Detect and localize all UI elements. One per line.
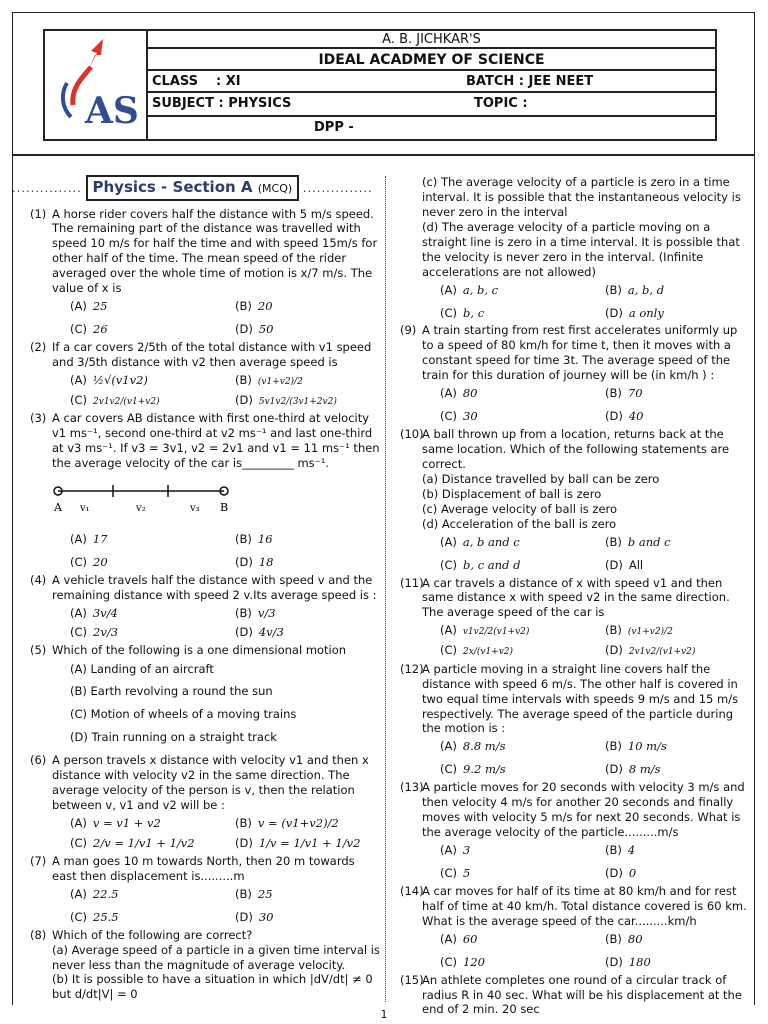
option-a[interactable]: (A) ½√(v1v2) bbox=[70, 372, 148, 387]
option-b[interactable]: (B) 25 bbox=[235, 886, 273, 901]
statement-b: (b) It is possible to have a situation in which |dV/dt| ≠ 0 but d/dt|V| = 0 bbox=[52, 972, 373, 1002]
options bbox=[440, 739, 752, 777]
option-a[interactable]: (A) a, b and c bbox=[440, 534, 520, 549]
question-text: A car covers AB distance with first one-third at velocity v1 ms⁻¹, second one-third at v2 ms⁻¹ and last one-third at v3 ms⁻¹. If v3 = 3v1, v2 = 2v1 and v1 = 11 ms⁻¹ then the average velocity of the car is_________ ms⁻¹. bbox=[52, 411, 380, 471]
question-14 bbox=[400, 884, 752, 970]
section-title bbox=[86, 175, 300, 201]
options bbox=[440, 386, 752, 424]
question-number: (1) bbox=[30, 206, 47, 221]
option-a[interactable]: (A) a, b, c bbox=[440, 282, 499, 297]
question-text: A car moves for half of its time at 80 km/h and for rest half of time at 40 km/h. Total distance covered is 60 km. What is the average speed of the car.........km/h bbox=[422, 883, 747, 928]
class-value: : XI bbox=[216, 74, 241, 89]
statement-b: (b) Displacement of ball is zero bbox=[422, 486, 602, 501]
question-4 bbox=[30, 573, 380, 640]
question-number: (12) bbox=[400, 661, 424, 676]
question-number: (8) bbox=[30, 927, 47, 942]
options bbox=[440, 283, 752, 321]
diagram-label-v2: v₂ bbox=[136, 503, 146, 514]
question-number: (2) bbox=[30, 340, 47, 354]
option-a[interactable]: (A) Landing of an aircraft bbox=[70, 661, 214, 676]
option-c[interactable]: (C) 2v1v2/(v1+v2) bbox=[70, 392, 160, 407]
options bbox=[70, 299, 380, 337]
options bbox=[440, 623, 752, 658]
option-d[interactable]: (D) 4v/3 bbox=[235, 624, 284, 639]
option-c[interactable]: (C) 2/v = 1/v1 + 1/v2 bbox=[70, 835, 195, 850]
section-tag: (MCQ) bbox=[257, 182, 293, 195]
option-a[interactable]: (A) 25 bbox=[70, 299, 108, 314]
option-d[interactable]: (D) 0 bbox=[605, 865, 637, 880]
option-d[interactable]: (D) a only bbox=[605, 305, 664, 320]
option-a[interactable]: (A) 8.8 m/s bbox=[440, 739, 506, 754]
options bbox=[70, 532, 380, 570]
option-b[interactable]: (B) (v1+v2)/2 bbox=[605, 623, 673, 638]
option-b[interactable]: (B) 80 bbox=[605, 931, 643, 946]
option-d[interactable]: (D) 8 m/s bbox=[605, 762, 661, 777]
header-line1-row bbox=[148, 31, 715, 49]
question-text: A vehicle travels half the distance with speed v and the remaining distance with speed 2 v.Its average speed is : bbox=[52, 572, 377, 602]
question-text: Which of the following are correct? bbox=[52, 927, 253, 942]
option-b[interactable]: (B) 70 bbox=[605, 386, 643, 401]
diagram-label-b: B bbox=[220, 501, 229, 514]
option-d[interactable]: (D) All bbox=[605, 557, 644, 572]
class-label: CLASS bbox=[152, 74, 199, 89]
header-line2-row bbox=[148, 49, 715, 71]
question-text: A man goes 10 m towards North, then 20 m towards east then displacement is.........m bbox=[52, 853, 355, 883]
option-c[interactable]: (C) 25.5 bbox=[70, 909, 119, 924]
section-heading bbox=[12, 175, 380, 201]
question-text: A train starting from rest first accelerates uniformly up to a speed of 80 km/h for time t, then it moves with a constant speed for time 3t. The average speed of the train for this duration of journey will be (in km/h ) : bbox=[422, 323, 738, 383]
question-number: (7) bbox=[30, 853, 47, 868]
question-number: (15) bbox=[400, 972, 424, 987]
options bbox=[440, 843, 752, 881]
option-c[interactable]: (C) b, c bbox=[440, 305, 485, 320]
question-1 bbox=[30, 207, 380, 338]
question-text: A person travels x distance with velocity v1 and then x distance with velocity v2 in the same direction. The average velocity of the person is v, then the relation between v, v1 and v2 will be : bbox=[52, 753, 369, 813]
question-text: If a car covers 2/5th of the total distance with v1 speed and 3/5th distance with v2 then average speed is bbox=[52, 340, 372, 369]
option-c[interactable]: (C) 120 bbox=[440, 954, 485, 969]
academy-logo bbox=[45, 31, 145, 139]
question-number: (6) bbox=[30, 753, 47, 768]
option-d[interactable]: (D) 2v1v2/(v1+v2) bbox=[605, 643, 696, 657]
question-8 bbox=[30, 928, 380, 1003]
option-b[interactable]: (B) b and c bbox=[605, 534, 671, 549]
statement-d: (d) The average velocity of a particle moving on a straight line is zero in a time interval. It is possible that the velocity is never zero in the interval. (Infinite accelerations are not allowed) bbox=[422, 219, 740, 279]
option-c[interactable]: (C) Motion of wheels of a moving trains bbox=[70, 707, 297, 722]
question-text: A horse rider covers half the distance with 5 m/s speed. The remaining part of the distance was travelled with speed 10 m/s for half the time and with speed 15m/s for other half of the time. The mean speed of the rider averaged over the whole time of motion is x/7 m/s. The value of x is bbox=[52, 206, 378, 296]
option-a[interactable]: (A) 3 bbox=[440, 843, 471, 857]
option-c[interactable]: (C) 20 bbox=[70, 554, 108, 569]
option-c[interactable]: (C) 2v/3 bbox=[70, 624, 119, 639]
section-dots-right: ............... bbox=[302, 181, 373, 195]
option-b[interactable]: (B) 10 m/s bbox=[605, 739, 667, 754]
question-number: (5) bbox=[30, 642, 47, 657]
option-d[interactable]: (D) 40 bbox=[605, 409, 644, 424]
question-number: (14) bbox=[400, 883, 424, 898]
question-text: A car travels a distance of x with speed v1 and then same distance x with speed v2 in the same direction. The average speed of the car is bbox=[422, 575, 730, 620]
question-5 bbox=[30, 643, 380, 746]
option-c[interactable]: (C) 26 bbox=[70, 322, 108, 337]
right-column bbox=[400, 175, 752, 1019]
subject-row bbox=[148, 93, 715, 117]
option-d[interactable]: (D) 1/v = 1/v1 + 1/v2 bbox=[235, 835, 361, 850]
dpp-row bbox=[148, 117, 715, 141]
option-d[interactable]: (D) 30 bbox=[235, 909, 274, 924]
option-d[interactable]: (D) 18 bbox=[235, 554, 274, 569]
question-12 bbox=[400, 662, 752, 778]
options bbox=[70, 887, 380, 925]
question-text: A particle moves for 20 seconds with velocity 3 m/s and then velocity 4 m/s for another 20 seconds and finally moves with velocity 5 m/s for next 20 seconds. What is the average velocity of the particle.........m/s bbox=[422, 780, 745, 840]
dpp-label: DPP - bbox=[314, 120, 354, 135]
option-b[interactable]: (B) v = (v1+v2)/2 bbox=[235, 816, 339, 830]
question-3 bbox=[30, 411, 380, 570]
question-text: A particle moving in a straight line covers half the distance with speed 6 m/s. The other half is covered in two equal time intervals with speeds 9 m/s and 15 m/s respectively. The average speed of the particle during the motion is : bbox=[422, 661, 739, 736]
question-number: (9) bbox=[400, 323, 417, 338]
option-b[interactable]: (B) 4 bbox=[605, 843, 636, 857]
option-a[interactable]: (A) 17 bbox=[70, 531, 108, 546]
section-title-text: Physics - Section A bbox=[92, 178, 253, 196]
question-6 bbox=[30, 753, 380, 851]
options bbox=[70, 662, 380, 746]
option-c[interactable]: (C) 9.2 m/s bbox=[440, 762, 506, 777]
topic-label: TOPIC : bbox=[474, 96, 528, 111]
statement-c: (c) The average velocity of a particle is zero in a time interval. It is possible that the instantaneous velocity is never zero in the interval bbox=[422, 175, 741, 219]
statement-c: (c) Average velocity of ball is zero bbox=[422, 501, 618, 516]
statement-d: (d) Acceleration of the ball is zero bbox=[422, 516, 617, 531]
question-number: (4) bbox=[30, 572, 47, 587]
options bbox=[70, 373, 380, 408]
option-d[interactable]: (D) 5v1v2/(3v1+2v2) bbox=[235, 392, 337, 407]
diagram-label-v1: v₁ bbox=[80, 503, 90, 514]
option-b[interactable]: (B) v/3 bbox=[235, 605, 276, 620]
page-header bbox=[12, 12, 755, 155]
option-c[interactable]: (C) 2x/(v1+v2) bbox=[440, 643, 514, 657]
question-9 bbox=[400, 323, 752, 424]
option-a[interactable]: (A) v = v1 + v2 bbox=[70, 816, 161, 830]
option-a[interactable]: (A) 80 bbox=[440, 386, 478, 401]
distance-diagram bbox=[46, 481, 246, 519]
option-b[interactable]: (B) 20 bbox=[235, 299, 273, 314]
question-13 bbox=[400, 780, 752, 881]
option-c[interactable]: (C) 30 bbox=[440, 409, 478, 424]
option-b[interactable]: (B) Earth revolving a round the sun bbox=[70, 684, 273, 699]
academy-name: IDEAL ACADMEY OF SCIENCE bbox=[318, 52, 545, 68]
diagram-label-v3: v₃ bbox=[190, 503, 200, 514]
option-d[interactable]: (D) 180 bbox=[605, 954, 651, 969]
options bbox=[440, 932, 752, 970]
question-11 bbox=[400, 576, 752, 659]
subject-label: SUBJECT : PHYSICS bbox=[152, 96, 292, 111]
option-d[interactable]: (D) Train running on a straight track bbox=[70, 730, 277, 745]
logo-text: AS bbox=[85, 90, 139, 132]
diagram-label-a: A bbox=[54, 501, 62, 514]
options bbox=[70, 816, 380, 851]
options bbox=[70, 606, 380, 640]
option-d[interactable]: (D) 50 bbox=[235, 322, 274, 337]
options bbox=[440, 535, 752, 573]
option-b[interactable]: (B) (v1+v2)/2 bbox=[235, 372, 303, 387]
statement-a: (a) Average speed of a particle in a given time interval is never less than the magnitude of average velocity. bbox=[52, 942, 380, 972]
question-number: (3) bbox=[30, 411, 47, 426]
question-number: (10) bbox=[400, 427, 424, 442]
academy-owner: A. B. JICHKAR'S bbox=[382, 32, 481, 47]
question-number: (11) bbox=[400, 575, 424, 590]
option-a[interactable]: (A) 60 bbox=[440, 931, 478, 946]
batch-label: BATCH : JEE NEET bbox=[466, 74, 594, 89]
option-a[interactable]: (A) 3v/4 bbox=[70, 605, 118, 620]
option-a[interactable]: (A) v1v2/2(v1+v2) bbox=[440, 623, 530, 638]
statement-a: (a) Distance travelled by ball can be zero bbox=[422, 471, 660, 486]
question-8-continued bbox=[400, 175, 752, 320]
option-b[interactable]: (B) a, b, d bbox=[605, 282, 665, 297]
title-table bbox=[146, 29, 717, 141]
option-c[interactable]: (C) 5 bbox=[440, 865, 471, 880]
option-b[interactable]: (B) 16 bbox=[235, 531, 273, 546]
section-dots-left: ............... bbox=[12, 181, 82, 195]
option-a[interactable]: (A) 22.5 bbox=[70, 886, 119, 901]
class-row bbox=[148, 71, 715, 93]
question-2 bbox=[30, 340, 380, 408]
question-10 bbox=[400, 427, 752, 572]
question-7 bbox=[30, 854, 380, 925]
left-column bbox=[12, 175, 380, 1004]
question-text: An athlete completes one round of a circular track of radius R in 40 sec. What will be his displacement at the end of 2 min. 20 sec bbox=[422, 972, 742, 1017]
question-number: (13) bbox=[400, 780, 424, 795]
option-c[interactable]: (C) b, c and d bbox=[440, 557, 521, 572]
question-text: Which of the following is a one dimensional motion bbox=[52, 642, 347, 657]
question-text: A ball thrown up from a location, returns back at the same location. Which of the following statements are correct. bbox=[422, 427, 730, 471]
page-number: 1 bbox=[380, 1008, 388, 1021]
logo-box bbox=[43, 29, 147, 141]
